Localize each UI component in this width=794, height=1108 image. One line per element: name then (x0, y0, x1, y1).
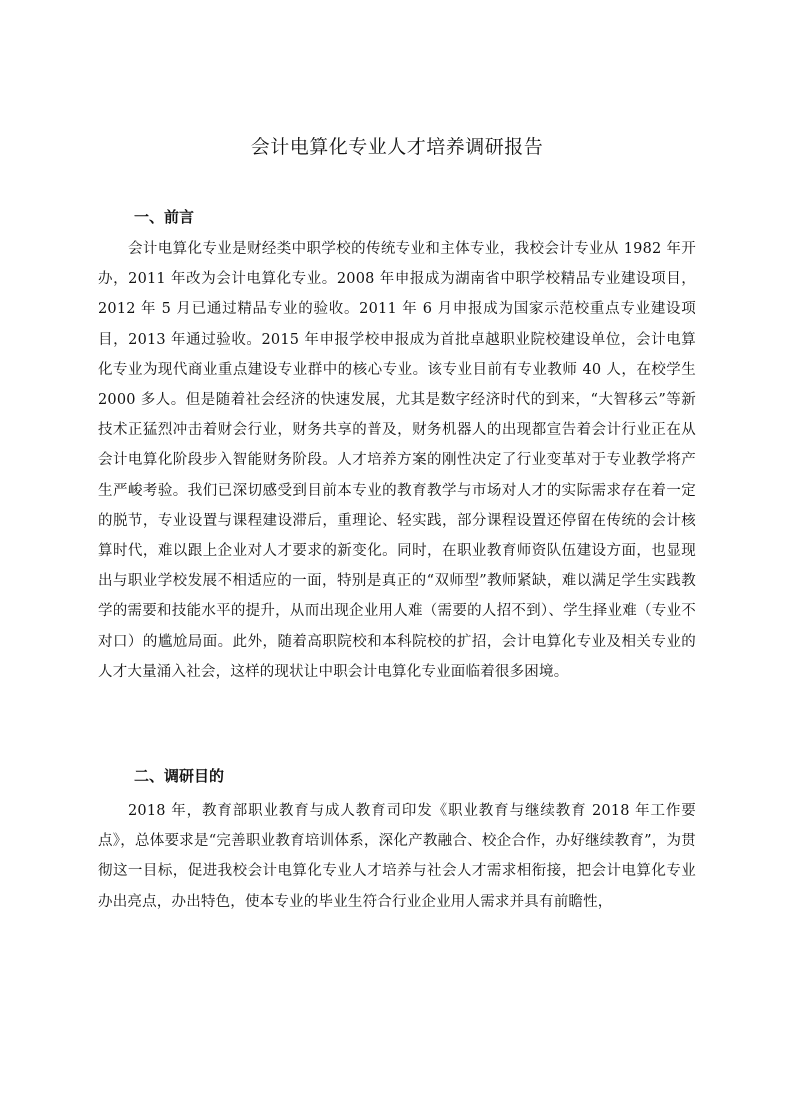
paragraph-research-purpose: 2018 年，教育部职业教育与成人教育司印发《职业教育与继续教育 2018 年工作要点》，总体要求是“完善职业教育培训体系，深化产教融合、校企合作，办好继续教育”，为贯彻这一目标，促进我校会计电算化专业人才培养与社会人才需求相衔接，把会计电算化专业办出亮点，办出特色，使本专业的毕业生符合行业企业用人需求并具有前瞻性， (98, 803, 696, 910)
document-title: 会计电算化专业人才培养调研报告 (250, 136, 544, 158)
section-heading-preface: 一、前言 (134, 208, 195, 226)
section-heading-research-purpose: 二、调研目的 (134, 767, 225, 785)
paragraph-preface: 会计电算化专业是财经类中职学校的传统专业和主体专业，我校会计专业从 1982 年开办，2011 年改为会计电算化专业。2008 年申报成为湖南省中职学校精品专业建设项目，2012 年 5 月已通过精品专业的验收。2011 年 6 月申报成为国家示范校重点专业建设项目，2013 年通过验收。2015 年申报学校申报成为首批卓越职业院校建设单位，会计电算化专业为现代商业重点建设专业群中的核心专业。该专业目前有专业教师 40 人，在校学生 2000 多人。但是随着社会经济的快速发展，尤其是数字经济时代的到来，“大智移云”等新技术正猛烈冲击着财会行业，财务共享的普及，财务机器人的出现都宣告着会计行业正在从会计电算化阶段步入智能财务阶段。人才培养方案的刚性决定了行业变革对于专业教学将产生严峻考验。我们已深切感受到目前本专业的教育教学与市场对人才的实际需求存在着一定的脱节，专业设置与课程建设滞后，重理论、轻实践，部分课程设置还停留在传统的会计核算时代，难以跟上企业对人才要求的新变化。同时，在职业教育师资队伍建设方面，也显现出与职业学校发展不相适应的一面，特别是真正的“双师型”教师紧缺，难以满足学生实践教学的需要和技能水平的提升，从而出现企业用人难（需要的人招不到）、学生择业难（专业不对口）的尴尬局面。此外，随着高职院校和本科院校的扩招，会计电算化专业及相关专业的人才大量涌入社会，这样的现状让中职会计电算化专业面临着很多困境。 (98, 241, 696, 680)
